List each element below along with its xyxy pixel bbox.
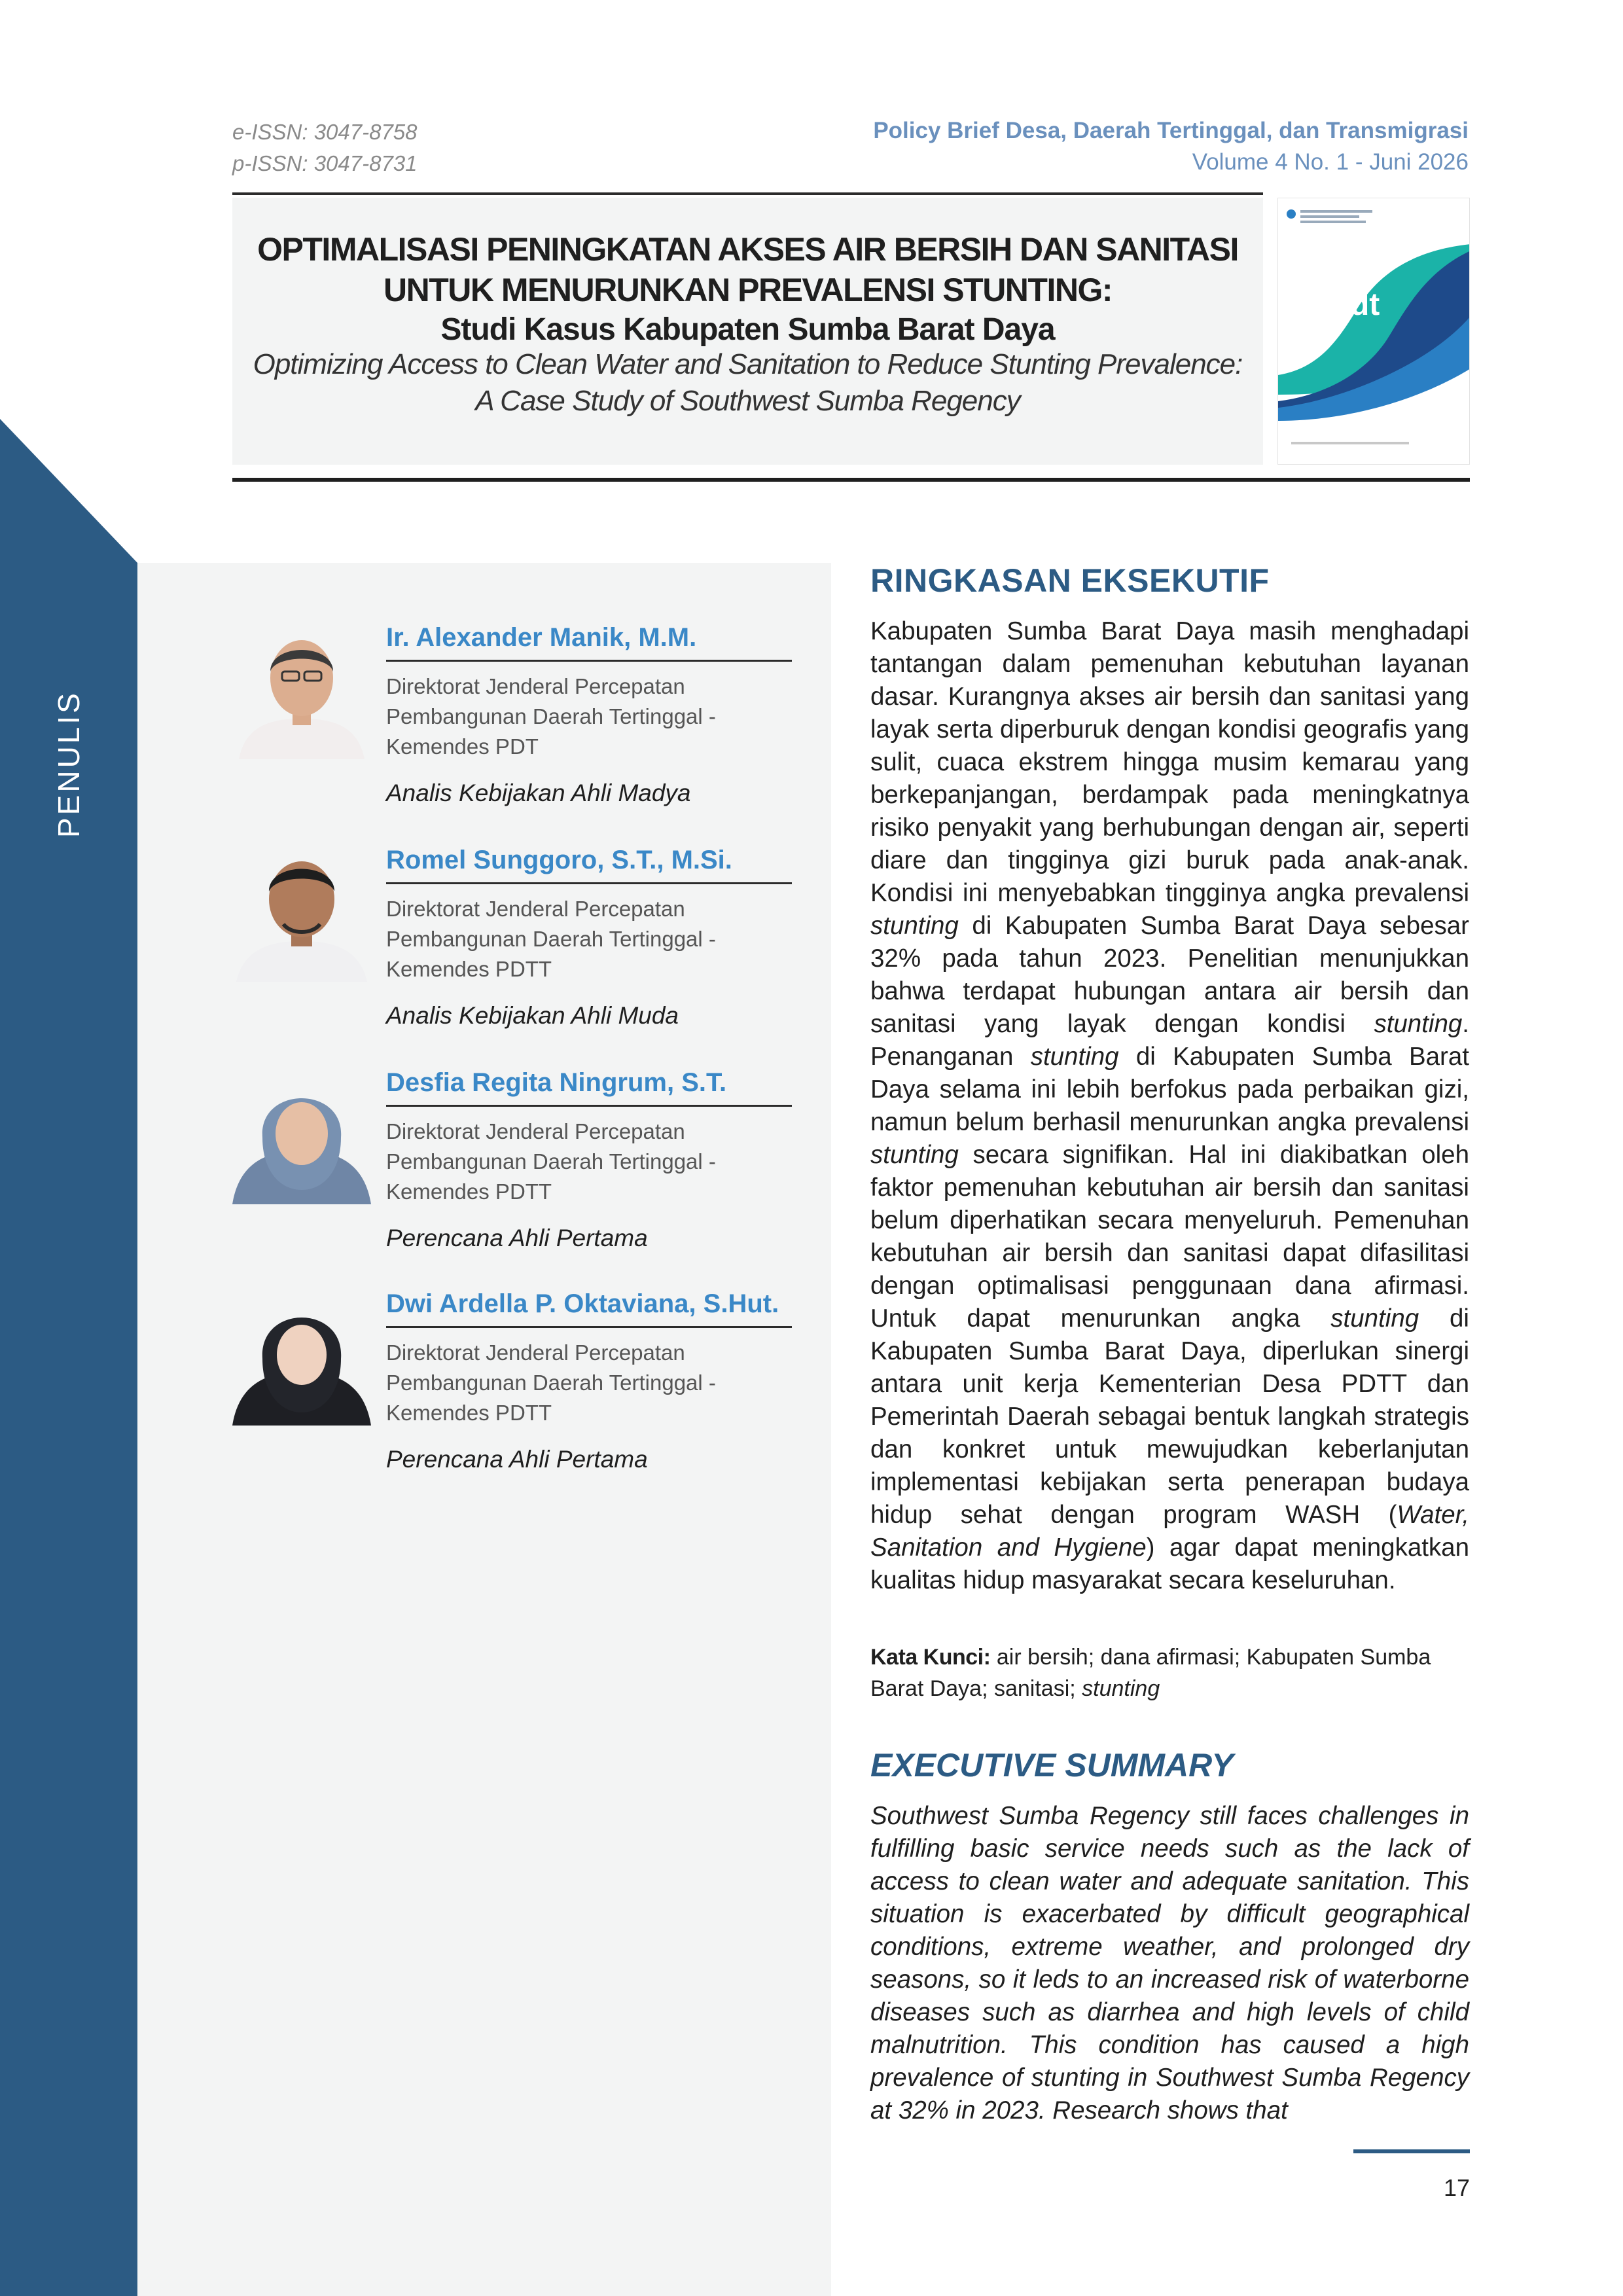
author-divider (386, 1326, 792, 1328)
title-line-1: OPTIMALISASI PENINGKATAN AKSES AIR BERSIH DAN SANITASI (257, 231, 1238, 268)
text-segment: secara signifikan. Hal ini diakibatkan oleh faktor pemenuhan kebutuhan air bersih dan sanitasi belum diperhatikan secara menyeluruh. Pemenuhan kebutuhan air bersih dan sanitasi dapat difasilitasi dengan optimalisasi penggunaan dana afirmasi. Untuk dapat menurunkan angka (870, 1141, 1469, 1333)
sidebar-label: PENULIS (52, 691, 86, 838)
author-name: Romel Sunggoro, S.T., M.Si. (386, 846, 732, 874)
avatar-man-icon (232, 843, 371, 982)
journal-cover-thumbnail (1277, 198, 1470, 465)
title-line-3: Studi Kasus Kabupaten Sumba Barat Daya (440, 312, 1055, 347)
keywords-text: air bersih; dana afirmasi; Kabupaten Sumba Barat Daya; sanitasi; (870, 1645, 1431, 1701)
title-en-line-2: A Case Study of Southwest Sumba Regency (475, 385, 1020, 417)
author-name: Ir. Alexander Manik, M.M. (386, 623, 697, 652)
author-photo (232, 843, 371, 982)
header-rule (232, 192, 1263, 195)
footer-rule (1353, 2149, 1470, 2153)
title-rule (232, 478, 1470, 482)
text-segment: di Kabupaten Sumba Barat Daya, diperlukan sinergi antara unit kerja Kementerian Desa PDTT dan Pemerintah Daerah sebagai bentuk langkah strategis dan konkret untuk mewujudkan keberlanjutan implementasi kebijakan serta penerapan budaya hidup sehat dengan program WASH ( (870, 1304, 1469, 1529)
author-divider (386, 882, 792, 884)
term-stunting: stunting (1030, 1043, 1119, 1071)
author-card (232, 1287, 795, 1483)
executive-summary-paragraph: Southwest Sumba Regency still faces challenges in fulfilling basic service needs such as the lack of access to clean water and adequate sanitation. This situation is exacerbated by difficult geographical conditions, extreme weather, and prolonged dry seasons, so it leds to an increased risk of waterborne diseases such as diarrhea and high levels of child malnutrition. This condition has caused a high prevalence of stunting in Southwest Sumba Regency at 32% in 2023. Research shows that (870, 1802, 1469, 2125)
journal-volume: Volume 4 No. 1 - Juni 2026 (1192, 149, 1469, 175)
author-name: Dwi Ardella P. Oktaviana, S.Hut. (386, 1289, 779, 1318)
avatar-man-icon (232, 620, 371, 759)
avatar-woman-hijab-icon (232, 1287, 371, 1426)
cover-logo-text: pbddt (1293, 287, 1380, 322)
author-card (232, 620, 795, 817)
author-role: Analis Kebijakan Ahli Muda (386, 1002, 679, 1029)
term-wash: Water, Sanitation and Hygiene (870, 1501, 1469, 1562)
journal-info (873, 115, 1469, 178)
term-stunting: stunting (870, 912, 959, 940)
author-divider (386, 660, 792, 662)
author-affiliation: Direktorat Jenderal Percepatan Pembangunan Daerah Tertinggal - Kemendes PDTT (386, 1340, 716, 1425)
title-box (232, 198, 1263, 465)
author-card (232, 843, 795, 1039)
text-segment: ) agar dapat meningkatkan kualitas hidup masyarakat secara keseluruhan. (870, 1534, 1470, 1594)
term-stunting: stunting (870, 1141, 959, 1169)
page-number: 17 (1443, 2174, 1470, 2201)
title-line-2: UNTUK MENURUNKAN PREVALENSI STUNTING: (383, 272, 1112, 308)
author-photo (232, 620, 371, 759)
ringkasan-heading: RINGKASAN EKSEKUTIF (870, 562, 1270, 599)
text-segment: di Kabupaten Sumba Barat Daya selama ini lebih berfokus pada perbaikan gizi, namun belum berhasil menurunkan angka prevalensi (870, 1043, 1469, 1136)
author-affiliation: Direktorat Jenderal Percepatan Pembangunan Daerah Tertinggal - Kemendes PDT (386, 674, 716, 759)
author-affiliation: Direktorat Jenderal Percepatan Pembangunan Daerah Tertinggal - Kemendes PDTT (386, 897, 716, 981)
avatar-woman-hijab-icon (232, 1066, 371, 1204)
author-role: Perencana Ahli Pertama (386, 1225, 648, 1251)
issn-block (232, 117, 418, 179)
author-name: Desfia Regita Ningrum, S.T. (386, 1068, 727, 1097)
author-role: Perencana Ahli Pertama (386, 1446, 648, 1473)
text-segment: Kabupaten Sumba Barat Daya masih menghadapi tantangan dalam pemenuhan kebutuhan layanan dasar. Kurangnya akses air bersih dan sanitasi yang layak serta diperburuk dengan kondisi geografis yang sulit, cuaca ekstrem hingga musim kemarau yang berkepanjangan, berdampak pada meningkatnya risiko penyakit yang berhubungan dengan air, seperti diare dan tingginya gizi buruk pada anak-anak. Kondisi ini menyebabkan tingginya angka prevalensi (870, 617, 1469, 907)
keywords (870, 1641, 1469, 1704)
text-segment: di Kabupaten Sumba Barat Daya sebesar 32% pada tahun 2023. Penelitian menunjukkan bahwa terdapat hubungan antara air bersih dan sanitasi yang layak dengan kondisi (870, 912, 1469, 1038)
term-stunting: stunting (1374, 1010, 1463, 1038)
term-stunting: stunting (1330, 1304, 1419, 1333)
p-issn: p-ISSN: 3047-8731 (232, 151, 418, 175)
title-en-line-1: Optimizing Access to Clean Water and Sanitation to Reduce Stunting Prevalence: (253, 348, 1243, 380)
sidebar-corner (0, 419, 137, 563)
executive-summary-heading: EXECUTIVE SUMMARY (870, 1747, 1234, 1784)
keywords-last: stunting (1082, 1676, 1160, 1701)
author-photo (232, 1066, 371, 1204)
journal-title: Policy Brief Desa, Daerah Tertinggal, dan Transmigrasi (873, 118, 1469, 143)
ringkasan-paragraph (870, 615, 1469, 1597)
author-affiliation: Direktorat Jenderal Percepatan Pembangunan Daerah Tertinggal - Kemendes PDTT (386, 1119, 716, 1204)
author-divider (386, 1105, 792, 1107)
author-role: Analis Kebijakan Ahli Madya (386, 780, 691, 806)
cover-artwork-icon (1278, 198, 1470, 465)
keywords-label: Kata Kunci: (870, 1645, 991, 1670)
author-card (232, 1066, 795, 1262)
e-issn: e-ISSN: 3047-8758 (232, 120, 418, 144)
author-photo (232, 1287, 371, 1426)
text-segment: . Penanganan (870, 1010, 1469, 1071)
